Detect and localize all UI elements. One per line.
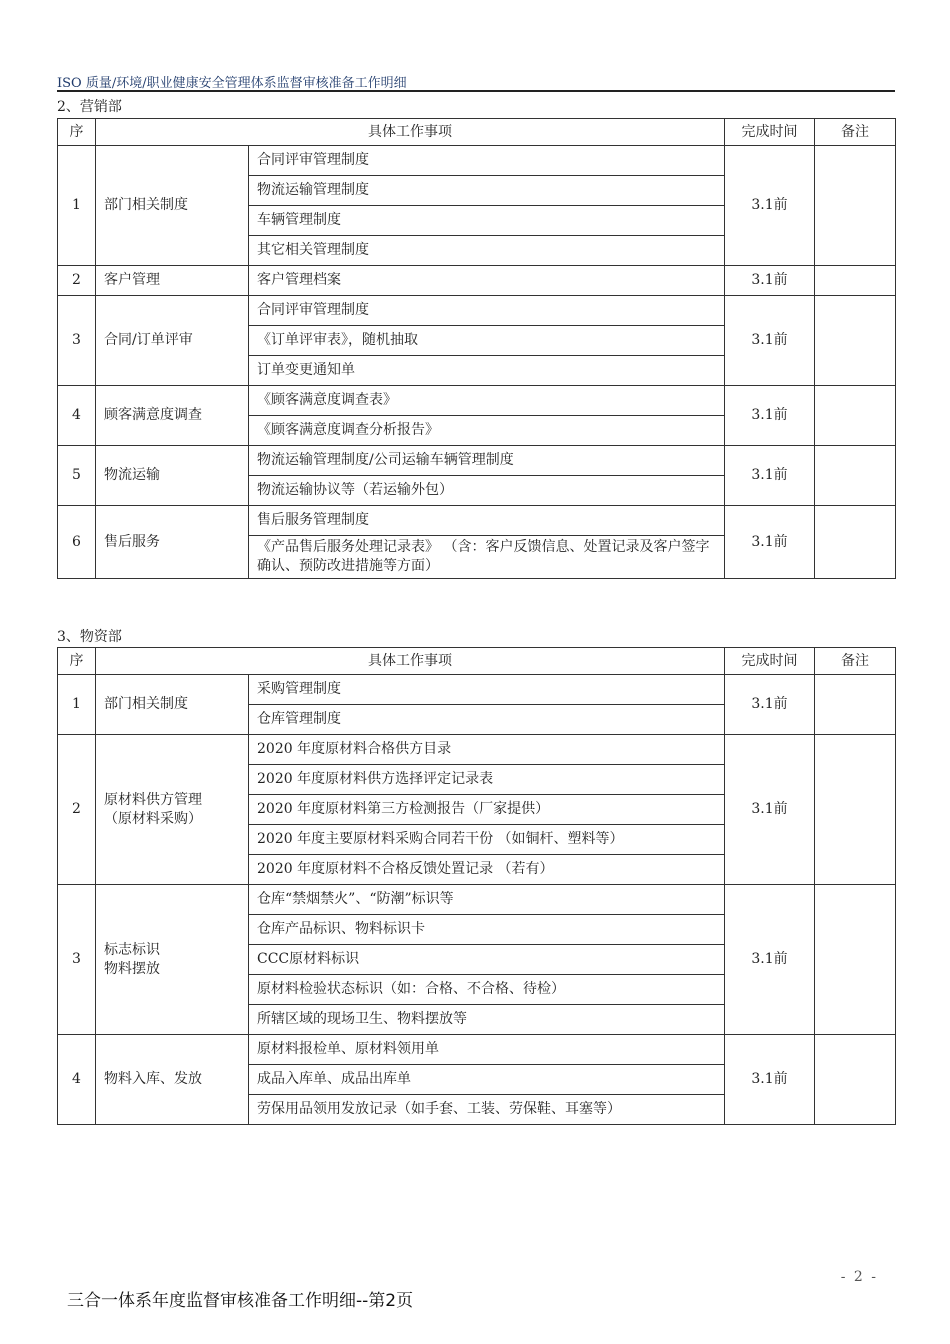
row-number: 1 [58,675,96,735]
task-item: CCC原材料标识 [249,945,725,975]
row-number: 4 [58,1035,96,1125]
task-item: 仓库产品标识、物料标识卡 [249,915,725,945]
task-item: 合同评审管理制度 [249,146,725,176]
task-category: 售后服务 [96,506,249,579]
footer-document-title: 三合一体系年度监督审核准备工作明细--第2页 [67,1291,414,1311]
task-category: 合同/订单评审 [96,296,249,386]
note-cell [815,675,896,735]
row-number: 4 [58,386,96,446]
due-date: 3.1前 [725,506,815,579]
table-row [58,446,896,476]
task-category: 部门相关制度 [96,675,249,735]
task-item: 仓库管理制度 [249,705,725,735]
task-category: 物流运输 [96,446,249,506]
col-seq-header: 序 [58,648,96,675]
task-item: 所辖区域的现场卫生、物料摆放等 [249,1005,725,1035]
task-item: 原材料检验状态标识（如：合格、不合格、待检） [249,975,725,1005]
table-header-row [58,119,896,146]
task-item: 《产品售后服务处理记录表》 （含：客户反馈信息、处置记录及客户签字确认、预防改进措施等方面） [249,536,725,579]
task-item: 物流运输管理制度/公司运输车辆管理制度 [249,446,725,476]
col-due-header: 完成时间 [725,119,815,146]
task-item: 2020 年度原材料第三方检测报告（厂家提供） [249,795,725,825]
materials-task-table [57,647,896,1125]
task-item: 劳保用品领用发放记录（如手套、工装、劳保鞋、耳塞等） [249,1095,725,1125]
due-date: 3.1前 [725,266,815,296]
task-item: 《顾客满意度调查表》 [249,386,725,416]
task-category: 客户管理 [96,266,249,296]
document-header: ISO 质量/环境/职业健康安全管理体系监督审核准备工作明细 [57,76,407,91]
due-date: 3.1前 [725,675,815,735]
table-row [58,885,896,915]
task-item: 物流运输协议等（若运输外包） [249,476,725,506]
task-item: 《订单评审表》，随机抽取 [249,326,725,356]
table-row [58,266,896,296]
task-item: 售后服务管理制度 [249,506,725,536]
due-date: 3.1前 [725,1035,815,1125]
section-title-materials: 3、物资部 [57,629,122,645]
header-rule [57,90,895,92]
section-title-marketing: 2、营销部 [57,99,122,115]
page-number: - 2 - [840,1269,878,1285]
table-row [58,735,896,765]
task-item: 采购管理制度 [249,675,725,705]
col-seq-header: 序 [58,119,96,146]
col-task-header: 具体工作事项 [96,648,725,675]
row-number: 6 [58,506,96,579]
table-header-row [58,648,896,675]
note-cell [815,446,896,506]
task-item: 成品入库单、成品出库单 [249,1065,725,1095]
task-category: 原材料供方管理 （原材料采购） [96,735,249,885]
due-date: 3.1前 [725,446,815,506]
task-item: 仓库“禁烟禁火”、“防潮”标识等 [249,885,725,915]
table-row [58,146,896,176]
task-category: 标志标识 物料摆放 [96,885,249,1035]
table-row [58,1035,896,1065]
task-item: 物流运输管理制度 [249,176,725,206]
task-item: 2020 年度原材料供方选择评定记录表 [249,765,725,795]
note-cell [815,266,896,296]
task-item: 其它相关管理制度 [249,236,725,266]
task-item: 车辆管理制度 [249,206,725,236]
marketing-task-table [57,118,896,579]
note-cell [815,1035,896,1125]
row-number: 3 [58,296,96,386]
col-due-header: 完成时间 [725,648,815,675]
task-item: 原材料报检单、原材料领用单 [249,1035,725,1065]
row-number: 2 [58,735,96,885]
task-item: 《顾客满意度调查分析报告》 [249,416,725,446]
col-note-header: 备注 [815,119,896,146]
task-item: 合同评审管理制度 [249,296,725,326]
due-date: 3.1前 [725,146,815,266]
row-number: 3 [58,885,96,1035]
row-number: 1 [58,146,96,266]
due-date: 3.1前 [725,885,815,1035]
task-category: 顾客满意度调查 [96,386,249,446]
due-date: 3.1前 [725,386,815,446]
note-cell [815,386,896,446]
note-cell [815,296,896,386]
table-row [58,296,896,326]
task-item: 2020 年度主要原材料采购合同若干份 （如铜杆、塑料等） [249,825,725,855]
task-category: 物料入库、发放 [96,1035,249,1125]
due-date: 3.1前 [725,296,815,386]
row-number: 5 [58,446,96,506]
note-cell [815,506,896,579]
note-cell [815,885,896,1035]
task-category: 部门相关制度 [96,146,249,266]
col-note-header: 备注 [815,648,896,675]
note-cell [815,735,896,885]
task-item: 2020 年度原材料合格供方目录 [249,735,725,765]
table-row [58,506,896,536]
col-task-header: 具体工作事项 [96,119,725,146]
task-item: 2020 年度原材料不合格反馈处置记录 （若有） [249,855,725,885]
row-number: 2 [58,266,96,296]
note-cell [815,146,896,266]
table-row [58,675,896,705]
due-date: 3.1前 [725,735,815,885]
task-item: 客户管理档案 [249,266,725,296]
task-item: 订单变更通知单 [249,356,725,386]
table-row [58,386,896,416]
